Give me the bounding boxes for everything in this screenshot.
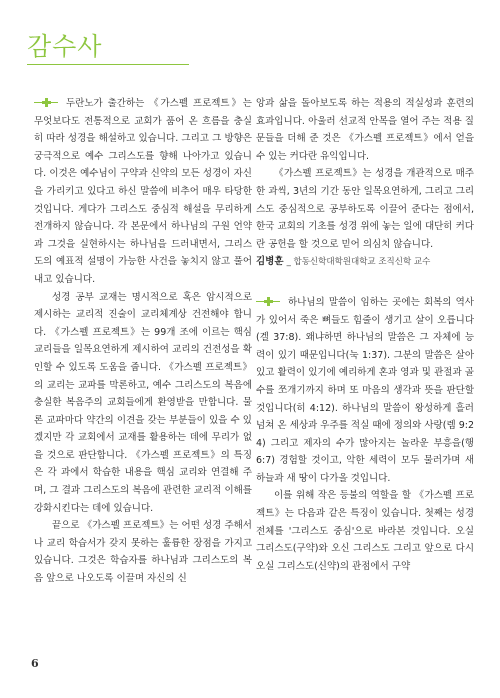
left-paragraph-2: 성경 공부 교재는 명시적으로 혹은 암시적으로 제시하는 교리적 진술이 교리체계상 건전해야 합니다. 《가스펠 프로젝트》는 99개 조에 이르는 핵심 교리들을 일목요연하게 제시하여 교리의 건전성을 확인할 수 있도록 도움을 줍니다. 《가스펠 프로젝트》의 교리는 교파를 막론하고, 예수 그리스도의 복음에 충실한 복음주의 교회들에게 환영받을 만합니다. 물론 교파마다 약간의 이견을 갖는 부분들이 있을 수 있겠지만 각 교회에서 교재를 활용하는 데에 무리가 없을 것으로 판단합니다. 《가스펠 프로젝트》의 특징은 각 과에서 학습한 내용을 핵심 교리와 연결해 주며, 그 결과 그리스도의 복음에 관련한 교리적 이해를 강화시킨다는 데에 있습니다. xyxy=(34,291,252,514)
left-column xyxy=(34,95,252,588)
author-credit xyxy=(256,253,474,272)
right-paragraph-4: 이를 위해 작은 등불의 역할을 할 《가스펠 프로젝트》는 다음과 같은 특징이 있습니다. 첫째는 성경 전체를 '그리스도 중심'으로 바라본 것입니다. 오실 그리스도(구약)와 오신 그리스도 그리고 앞으로 다시 오실 그리스도(신약)의 관점에서 구약 xyxy=(256,490,474,572)
right-paragraph-2: 《가스펠 프로젝트》는 성경을 개관적으로 매주한 과씩, 3년의 기간 동안 일목요연하게, 그리고 그리스도 중심적으로 공부하도록 이끌어 준다는 점에서, 한국 교회의 기초를 성경 위에 놓는 일에 대단히 커다란 공헌을 할 것으로 믿어 의심치 않습니다. xyxy=(256,168,474,250)
right-paragraph-1: 앙과 삶을 돌아보도록 하는 적용의 적실성과 훈련의 효과입니다. 아울러 선교적 안목을 열어 주는 적용 질문들을 더해 준 것은 《가스펠 프로젝트》에서 얻을 수 있는 커다란 유익입니다. xyxy=(256,98,474,162)
page-number: 6 xyxy=(31,657,39,670)
author-name: 김병훈 xyxy=(256,256,284,268)
section-divider-icon xyxy=(34,98,58,107)
section-title: 감수사 xyxy=(27,32,103,61)
author-affiliation: _ 합동신학대학원대학교 조직신학 교수 xyxy=(286,257,431,268)
right-paragraph-3: 하나님의 말씀이 임하는 곳에는 회복의 역사가 있어서 죽은 뼈들도 힘줄이 생기고 살이 오릅니다(겔 37:8). 왜냐하면 하나님의 말씀은 그 자체에 능력이 있기 때문입니다(눅 1:37). 그분의 말씀은 살아 있고 활력이 있기에 예리하게 혼과 영과 및 관절과 골수를 쪼개기까지 하며 또 마음의 생각과 뜻을 판단할 것입니다(히 4:12). 하나님의 말씀이 왕성하게 흘러넘쳐 온 세상과 우주를 적실 때에 정의와 사랑(렘 9:24) 그리고 제자의 수가 많아지는 놀라운 부흥을(행 6:7) 경험할 것이고, 악한 세력이 모두 물러가며 새 하늘과 새 땅이 다가올 것입니다. xyxy=(256,296,474,484)
left-paragraph-1: 두란노가 출간하는 《가스펠 프로젝트》는 무엇보다도 전통적으로 교회가 품어 온 흐름을 충실히 따라 성경을 해설하고 있습니다. 그리고 그 방향은 궁극적으로 예수 그리스도를 향해 나아가고 있습니다. 이것은 예수님이 구약과 신약의 모든 성경이 자신을 가리키고 있다고 하신 말씀에 비추어 매우 타당한 것입니다. 게다가 그리스도 중심적 해설을 무리하게 전개하지 않습니다. 각 본문에서 하나님의 구원 언약과 그것을 실현하시는 하나님을 드러내면서, 그리스도의 예표적 설명이 가능한 사건을 놓치지 않고 풀어내고 있습니다. xyxy=(34,98,252,285)
section-divider-icon xyxy=(256,297,280,306)
left-paragraph-3: 끝으로 《가스펠 프로젝트》는 어떤 성경 주해서나 교리 학습서가 갖지 못하는 훌륭한 장점을 가지고 있습니다. 그것은 학습자를 하나님과 그리스도의 복음 앞으로 나오도록 이끌며 자신의 신 xyxy=(34,520,252,585)
right-column xyxy=(256,95,474,575)
title-underline xyxy=(27,64,189,65)
